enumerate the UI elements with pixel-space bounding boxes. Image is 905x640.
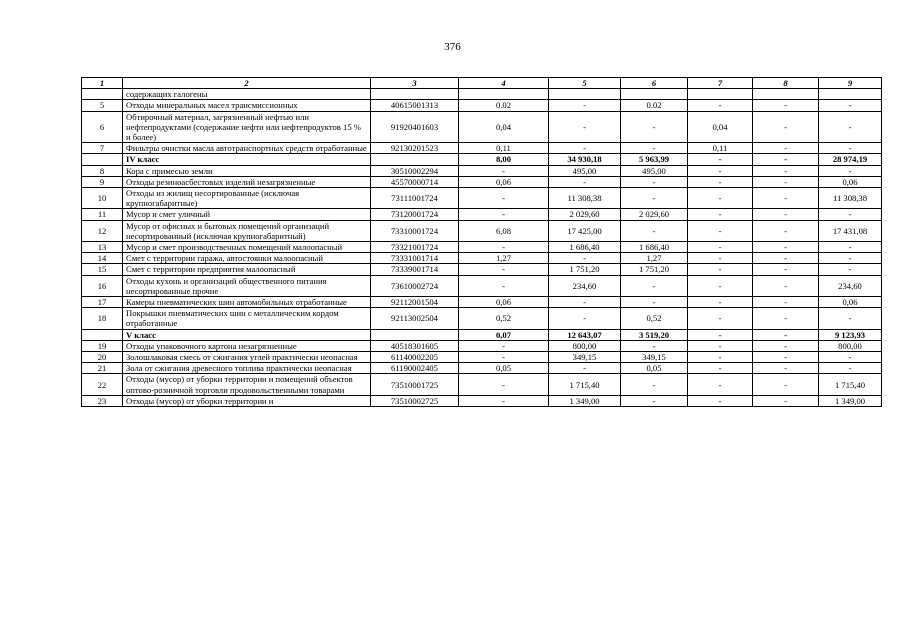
class-subtotal-row	[82, 329, 882, 340]
value-col-5: -	[549, 297, 621, 308]
waste-code: 73510002725	[371, 395, 459, 406]
value-col-7: -	[688, 188, 753, 209]
value-col-8: -	[753, 308, 819, 329]
value-col-5: -	[549, 111, 621, 143]
value-col-5: -	[549, 100, 621, 111]
value-col-5: -	[549, 363, 621, 374]
table-row	[82, 297, 882, 308]
value-col-9: 11 308,38	[819, 188, 882, 209]
value-col-9: -	[819, 143, 882, 154]
value-col-7: -	[688, 395, 753, 406]
value-col-6: -	[621, 395, 688, 406]
waste-name: Мусор от офисных и бытовых помещений организаций несортированный (исключая крупногабаритный)	[123, 220, 371, 241]
value-col-6: -	[621, 188, 688, 209]
value-col-7: -	[688, 154, 753, 165]
waste-code: 73120001724	[371, 209, 459, 220]
waste-name: Отходы (мусор) от уборки территории и	[123, 395, 371, 406]
value-col-9: -	[819, 352, 882, 363]
waste-code	[371, 154, 459, 165]
value-col-4: -	[459, 352, 549, 363]
waste-name: IV класс	[123, 154, 371, 165]
table-body	[82, 89, 882, 407]
waste-code: 40518301605	[371, 340, 459, 351]
value-col-4: -	[459, 165, 549, 176]
value-col-5: 800,00	[549, 340, 621, 351]
waste-code: 73310001724	[371, 220, 459, 241]
value-col-7: -	[688, 363, 753, 374]
value-col-5: -	[549, 308, 621, 329]
waste-code: 73339001714	[371, 264, 459, 275]
value-col-9: 800,00	[819, 340, 882, 351]
value-col-6: 0.02	[621, 100, 688, 111]
value-col-6	[621, 89, 688, 100]
value-col-9: 1 715,40	[819, 374, 882, 395]
row-number: 23	[82, 395, 123, 406]
waste-code	[371, 89, 459, 100]
waste-code: 91920401603	[371, 111, 459, 143]
value-col-9: -	[819, 253, 882, 264]
value-col-7: -	[688, 275, 753, 296]
value-col-8: -	[753, 143, 819, 154]
value-col-7	[688, 89, 753, 100]
value-col-9: -	[819, 242, 882, 253]
value-col-6: -	[621, 176, 688, 187]
header-row	[82, 78, 882, 89]
table-row	[82, 209, 882, 220]
table-row	[82, 220, 882, 241]
row-number: 11	[82, 209, 123, 220]
waste-code: 61190002405	[371, 363, 459, 374]
value-col-4: -	[459, 374, 549, 395]
value-col-8: -	[753, 275, 819, 296]
waste-code	[371, 329, 459, 340]
value-col-5: -	[549, 253, 621, 264]
header-cell: 2	[123, 78, 371, 89]
value-col-5	[549, 89, 621, 100]
row-number: 14	[82, 253, 123, 264]
row-number: 12	[82, 220, 123, 241]
value-col-6: 1 686,40	[621, 242, 688, 253]
value-col-5: 2 029,60	[549, 209, 621, 220]
row-number: 16	[82, 275, 123, 296]
waste-name: Отходы из жилищ несортированные (исключая крупногабаритные)	[123, 188, 371, 209]
value-col-9: -	[819, 165, 882, 176]
row-number: 13	[82, 242, 123, 253]
waste-name: Фильтры очистки масла автотранспортных средств отработанные	[123, 143, 371, 154]
value-col-7: -	[688, 220, 753, 241]
value-col-8: -	[753, 297, 819, 308]
waste-code: 73321001724	[371, 242, 459, 253]
value-col-7: -	[688, 209, 753, 220]
waste-code: 40615001313	[371, 100, 459, 111]
waste-name: Камеры пневматических шин автомобильных отработанные	[123, 297, 371, 308]
row-number	[82, 154, 123, 165]
table-row	[82, 340, 882, 351]
value-col-9: -	[819, 111, 882, 143]
value-col-7: -	[688, 329, 753, 340]
waste-code: 61140002205	[371, 352, 459, 363]
row-number: 22	[82, 374, 123, 395]
value-col-4: 0,11	[459, 143, 549, 154]
value-col-7: -	[688, 253, 753, 264]
waste-code: 92113002504	[371, 308, 459, 329]
value-col-7: -	[688, 340, 753, 351]
table-row	[82, 363, 882, 374]
row-number: 17	[82, 297, 123, 308]
header-cell: 1	[82, 78, 123, 89]
value-col-7: -	[688, 176, 753, 187]
value-col-7: -	[688, 242, 753, 253]
value-col-4: -	[459, 395, 549, 406]
value-col-5: 1 349,00	[549, 395, 621, 406]
value-col-6: -	[621, 111, 688, 143]
table-row	[82, 352, 882, 363]
table-row	[82, 242, 882, 253]
row-number: 5	[82, 100, 123, 111]
value-col-6: -	[621, 143, 688, 154]
value-col-9: -	[819, 308, 882, 329]
waste-name: Отходы упаковочного картона незагрязненные	[123, 340, 371, 351]
value-col-9: 0,06	[819, 297, 882, 308]
waste-code: 45570000714	[371, 176, 459, 187]
value-col-4: 0.02	[459, 100, 549, 111]
row-number	[82, 329, 123, 340]
value-col-4: 0,07	[459, 329, 549, 340]
value-col-4: 0,52	[459, 308, 549, 329]
waste-name: Отходы резиноасбестовых изделий незагрязненные	[123, 176, 371, 187]
table-row	[82, 264, 882, 275]
value-col-4: 0,06	[459, 297, 549, 308]
value-col-8: -	[753, 253, 819, 264]
value-col-8: -	[753, 264, 819, 275]
value-col-9: 17 431,08	[819, 220, 882, 241]
value-col-9: 1 349,00	[819, 395, 882, 406]
value-col-7: 0,11	[688, 143, 753, 154]
row-number: 19	[82, 340, 123, 351]
value-col-7: 0,04	[688, 111, 753, 143]
value-col-8: -	[753, 374, 819, 395]
value-col-9: 28 974,19	[819, 154, 882, 165]
header-cell: 6	[621, 78, 688, 89]
value-col-8	[753, 89, 819, 100]
row-number: 21	[82, 363, 123, 374]
value-col-4: -	[459, 188, 549, 209]
value-col-5: 1 751,20	[549, 264, 621, 275]
waste-name: V класс	[123, 329, 371, 340]
value-col-8: -	[753, 329, 819, 340]
row-number: 15	[82, 264, 123, 275]
value-col-6: -	[621, 374, 688, 395]
value-col-4: 8,00	[459, 154, 549, 165]
table-row	[82, 111, 882, 143]
value-col-7: -	[688, 308, 753, 329]
table-row	[82, 308, 882, 329]
value-col-8: -	[753, 395, 819, 406]
value-col-4	[459, 89, 549, 100]
value-col-5: 495,00	[549, 165, 621, 176]
value-col-7: -	[688, 297, 753, 308]
value-col-5: 17 425,00	[549, 220, 621, 241]
waste-code: 73111001724	[371, 188, 459, 209]
value-col-6: -	[621, 297, 688, 308]
value-col-5: 234,60	[549, 275, 621, 296]
value-col-5: 349,15	[549, 352, 621, 363]
value-col-6: 5 963,99	[621, 154, 688, 165]
value-col-4: -	[459, 209, 549, 220]
page-number: 376	[444, 41, 461, 53]
row-number: 7	[82, 143, 123, 154]
value-col-4: 0,06	[459, 176, 549, 187]
row-number: 10	[82, 188, 123, 209]
value-col-9: -	[819, 363, 882, 374]
table-row	[82, 143, 882, 154]
value-col-5: 11 308,38	[549, 188, 621, 209]
value-col-6: -	[621, 220, 688, 241]
table-row	[82, 165, 882, 176]
waste-name: Золошлаковая смесь от сжигания углей практически неопасная	[123, 352, 371, 363]
value-col-9: 0,06	[819, 176, 882, 187]
value-col-8: -	[753, 220, 819, 241]
waste-name: Обтирочный материал, загрязненный нефтью или нефтепродуктами (содержание нефти или нефтепродуктов 15 % и более)	[123, 111, 371, 143]
value-col-6: 2 029,60	[621, 209, 688, 220]
value-col-8: -	[753, 165, 819, 176]
table-row	[82, 188, 882, 209]
value-col-8: -	[753, 188, 819, 209]
value-col-8: -	[753, 154, 819, 165]
waste-table	[81, 77, 882, 407]
value-col-4: -	[459, 275, 549, 296]
value-col-7: -	[688, 165, 753, 176]
table-row	[82, 275, 882, 296]
value-col-6: -	[621, 340, 688, 351]
waste-name: Мусор и смет уличный	[123, 209, 371, 220]
value-col-4: 1,27	[459, 253, 549, 264]
waste-name: Смет с территории предприятия малоопасный	[123, 264, 371, 275]
table-row	[82, 89, 882, 100]
waste-name: Кора с примесью земли	[123, 165, 371, 176]
value-col-5: -	[549, 176, 621, 187]
value-col-6: 3 519,20	[621, 329, 688, 340]
waste-name: Покрышки пневматических шин с металлическим кордом отработанные	[123, 308, 371, 329]
value-col-6: -	[621, 275, 688, 296]
waste-name: Отходы кухонь и организаций общественного питания несортированные прочие	[123, 275, 371, 296]
value-col-6: 1 751,20	[621, 264, 688, 275]
value-col-9	[819, 89, 882, 100]
waste-name: Отходы (мусор) от уборки территории и помещений объектов оптово-розничной торговли продовольственными товарами	[123, 374, 371, 395]
value-col-8: -	[753, 111, 819, 143]
class-subtotal-row	[82, 154, 882, 165]
header-cell: 8	[753, 78, 819, 89]
header-cell: 5	[549, 78, 621, 89]
header-cell: 3	[371, 78, 459, 89]
waste-code: 73510001725	[371, 374, 459, 395]
value-col-7: -	[688, 374, 753, 395]
value-col-7: -	[688, 352, 753, 363]
value-col-6: 349,15	[621, 352, 688, 363]
waste-code: 73331001714	[371, 253, 459, 264]
value-col-4: 0,04	[459, 111, 549, 143]
header-cell: 9	[819, 78, 882, 89]
waste-code: 73610002724	[371, 275, 459, 296]
value-col-8: -	[753, 209, 819, 220]
value-col-8: -	[753, 176, 819, 187]
value-col-7: -	[688, 264, 753, 275]
value-col-7: -	[688, 100, 753, 111]
value-col-6: 495,00	[621, 165, 688, 176]
row-number: 20	[82, 352, 123, 363]
waste-name: Отходы минеральных масел трансмиссионных	[123, 100, 371, 111]
header-cell: 7	[688, 78, 753, 89]
value-col-8: -	[753, 340, 819, 351]
value-col-9: -	[819, 209, 882, 220]
row-number	[82, 89, 123, 100]
waste-name: Мусор и смет производственных помещений малоопасный	[123, 242, 371, 253]
value-col-8: -	[753, 100, 819, 111]
value-col-5: -	[549, 143, 621, 154]
waste-code: 92130201523	[371, 143, 459, 154]
waste-name: Смет с территории гаража, автостоянки малоопасный	[123, 253, 371, 264]
row-number: 9	[82, 176, 123, 187]
value-col-5: 12 643,07	[549, 329, 621, 340]
value-col-5: 34 930,18	[549, 154, 621, 165]
waste-name: содержащих галогены	[123, 89, 371, 100]
value-col-6: 0,52	[621, 308, 688, 329]
row-number: 6	[82, 111, 123, 143]
waste-name: Зола от сжигания древесного топлива практически неопасная	[123, 363, 371, 374]
value-col-5: 1 715,40	[549, 374, 621, 395]
value-col-4: 6,08	[459, 220, 549, 241]
value-col-6: 1,27	[621, 253, 688, 264]
value-col-9: 234,60	[819, 275, 882, 296]
value-col-4: 0,05	[459, 363, 549, 374]
table-row	[82, 253, 882, 264]
table-row	[82, 100, 882, 111]
row-number: 8	[82, 165, 123, 176]
value-col-9: -	[819, 264, 882, 275]
table-row	[82, 374, 882, 395]
waste-code: 92112001504	[371, 297, 459, 308]
value-col-9: -	[819, 100, 882, 111]
header-cell: 4	[459, 78, 549, 89]
value-col-8: -	[753, 352, 819, 363]
value-col-5: 1 686,40	[549, 242, 621, 253]
value-col-4: -	[459, 264, 549, 275]
value-col-8: -	[753, 242, 819, 253]
value-col-4: -	[459, 340, 549, 351]
value-col-9: 9 123,93	[819, 329, 882, 340]
table-row	[82, 176, 882, 187]
table-row	[82, 395, 882, 406]
value-col-8: -	[753, 363, 819, 374]
value-col-4: -	[459, 242, 549, 253]
value-col-6: 0,05	[621, 363, 688, 374]
waste-code: 30510002294	[371, 165, 459, 176]
row-number: 18	[82, 308, 123, 329]
